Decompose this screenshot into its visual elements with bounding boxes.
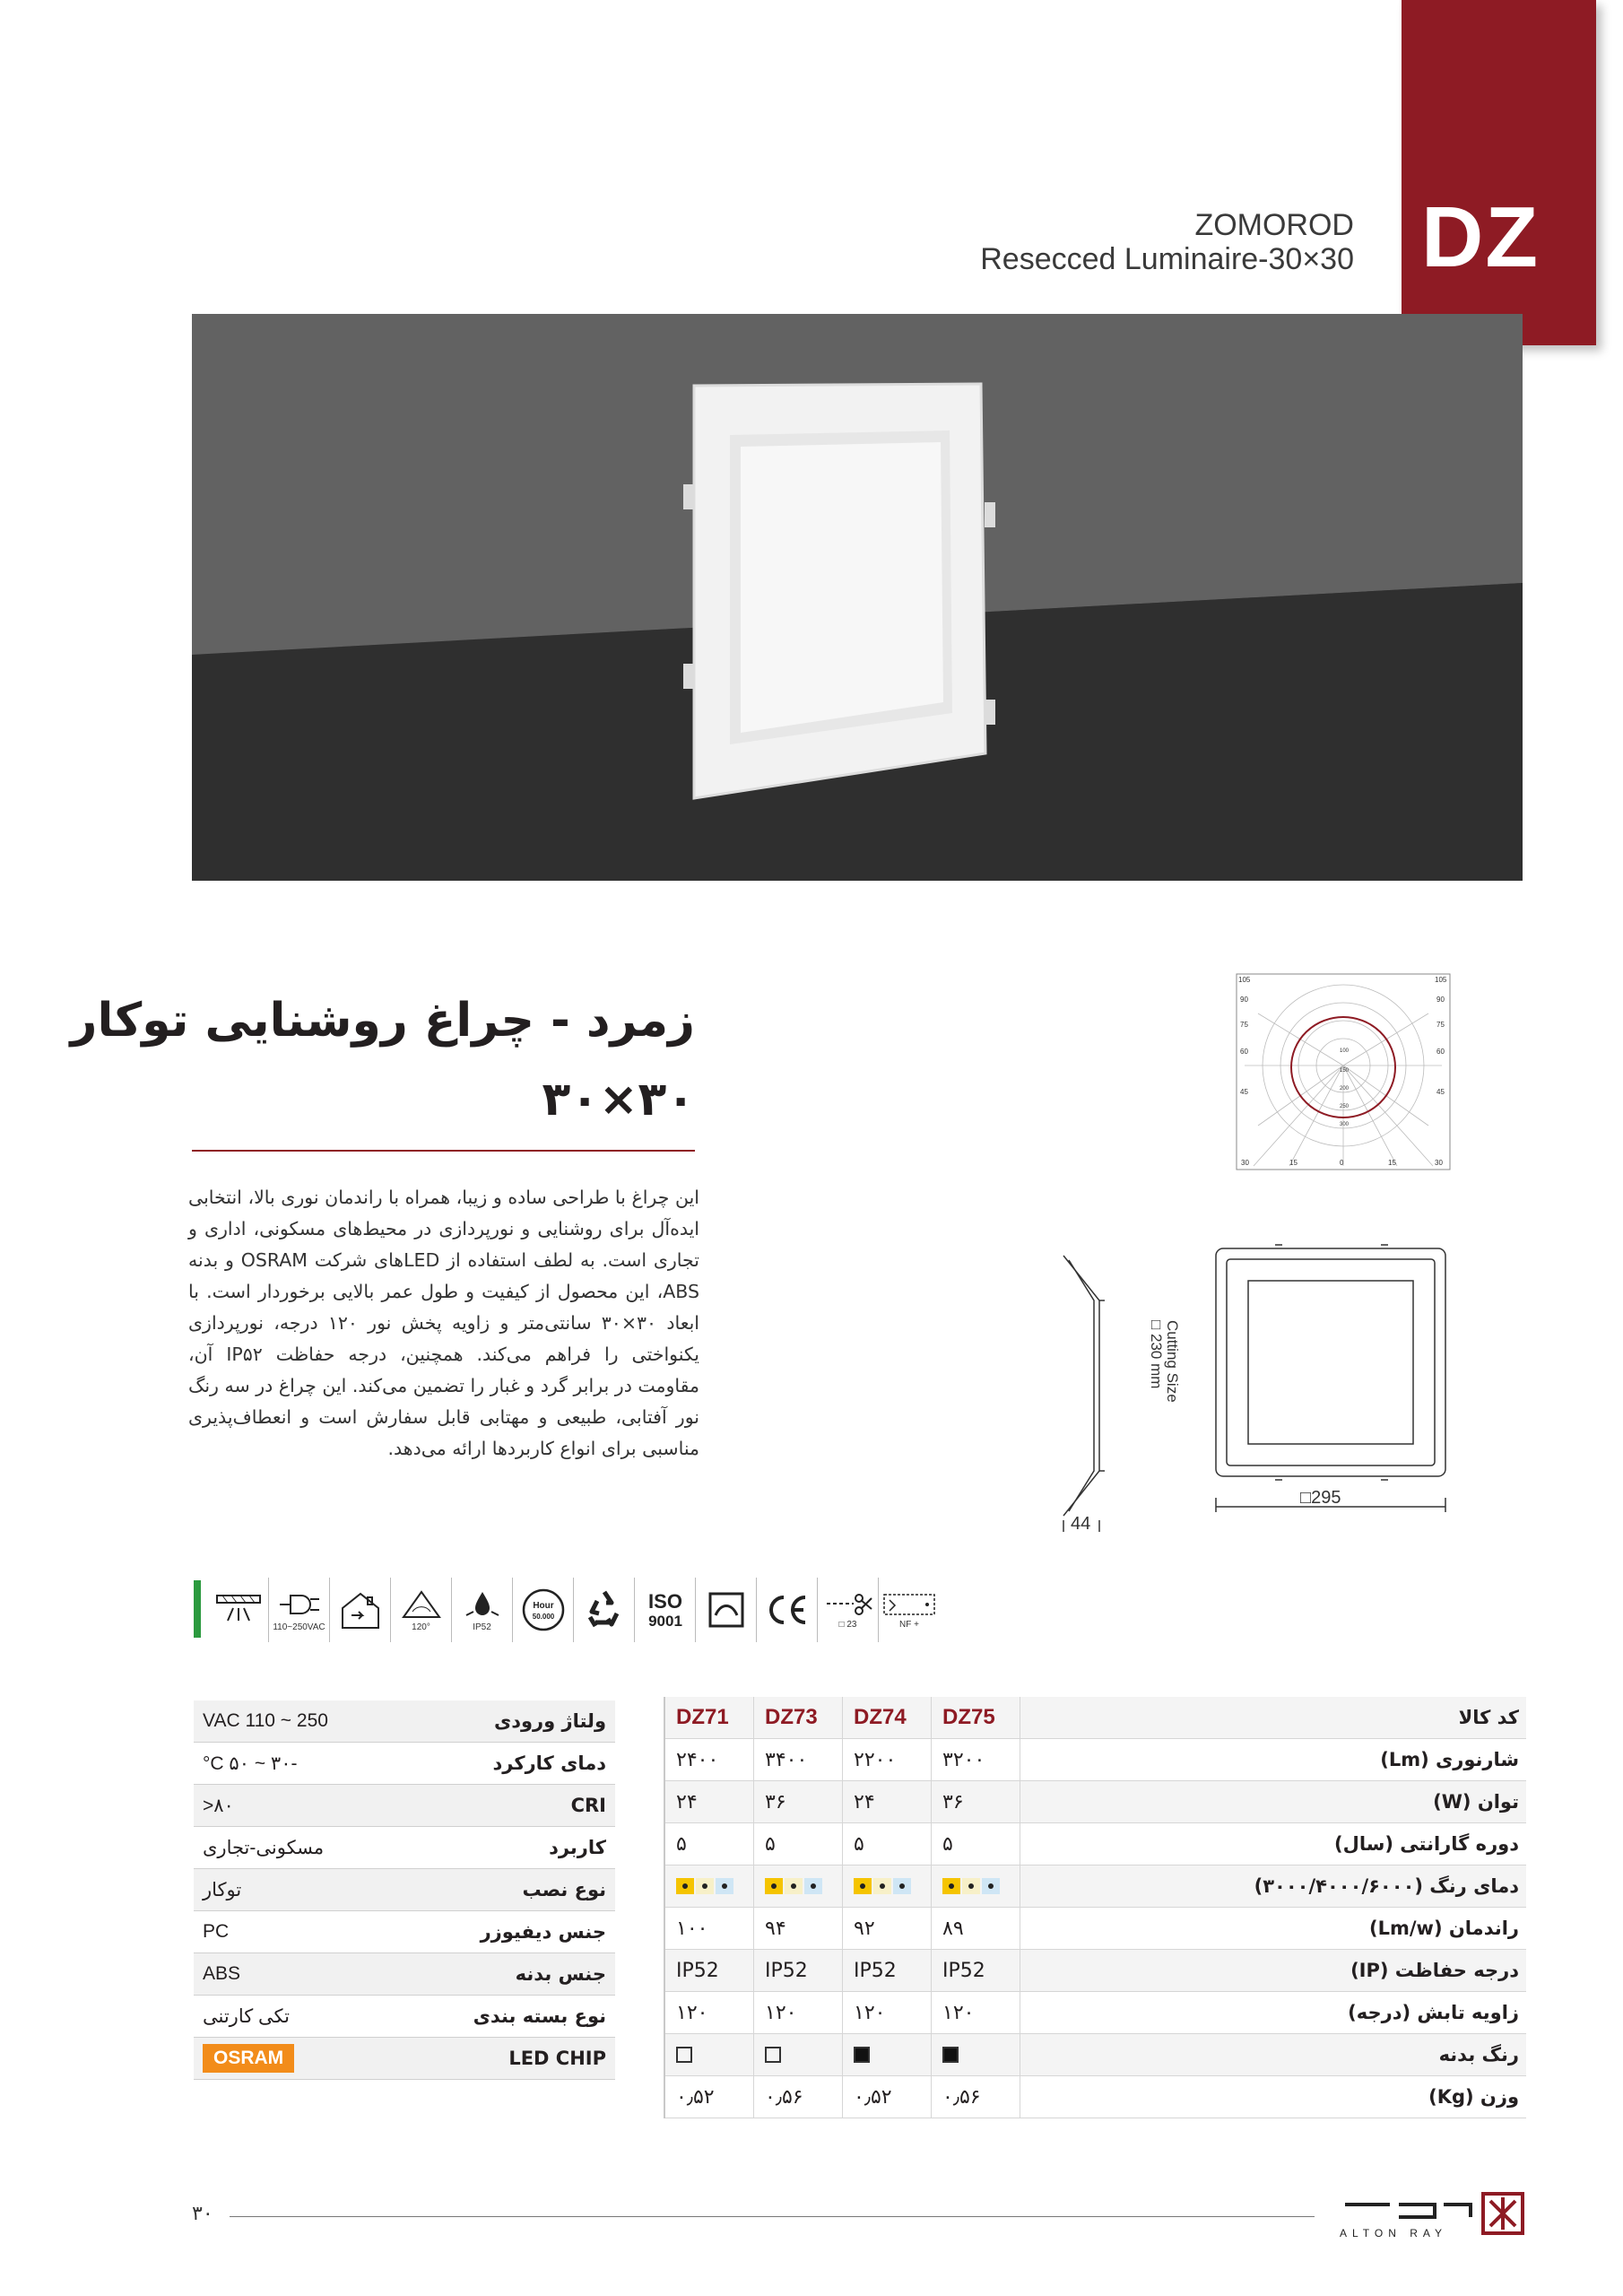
- plug-icon: [269, 1578, 330, 1642]
- table-cell: ۱۰۰: [665, 1908, 754, 1949]
- table-cell: ۰٫۵۲: [843, 2076, 932, 2118]
- spec-key: LED CHIP: [508, 2048, 606, 2069]
- cut-size-text: □ 23: [838, 1619, 857, 1630]
- polar-label: 45: [1436, 1088, 1445, 1096]
- spec-row: [194, 2038, 615, 2080]
- row-label: کد کالا: [1458, 1707, 1519, 1728]
- spec-value: مسکونی-تجاری: [203, 1837, 325, 1858]
- feature-icons: [208, 1574, 940, 1646]
- spec-key: جنس دیفیوزر: [480, 1921, 606, 1943]
- nf-icon: [879, 1578, 940, 1642]
- row-label: رنگ بدنه: [1438, 2044, 1519, 2066]
- table-cell: ۹۲: [843, 1908, 932, 1949]
- color-temperature-swatch: [942, 1878, 960, 1894]
- spec-value: -۳۰ ~ ۵۰ C°: [203, 1752, 298, 1774]
- spec-value: PC: [203, 1921, 230, 1942]
- table-cell: ۵: [932, 1823, 1020, 1865]
- spec-row: [194, 1953, 615, 1996]
- spec-key: کاربرد: [549, 1837, 606, 1858]
- product-type: Resecced Luminaire-30×30: [980, 242, 1354, 276]
- table-cell: ۱۲۰: [932, 1992, 1020, 2033]
- spec-key: جنس بدنه: [515, 1963, 606, 1985]
- spec-row: [194, 1700, 615, 1743]
- cut-size-icon: [818, 1578, 879, 1642]
- polar-label: 75: [1240, 1021, 1248, 1029]
- table-cell: [932, 1866, 1020, 1907]
- table-cell: ۱۲۰: [665, 1992, 754, 2033]
- recycle-icon: [574, 1578, 635, 1642]
- color-temperature-swatch: [785, 1878, 803, 1894]
- color-temperature-swatch: [676, 1878, 694, 1894]
- indoor-house-icon: [330, 1578, 391, 1642]
- model-specs-table: [664, 1697, 1526, 2118]
- table-row: [665, 1908, 1526, 1950]
- table-cell: [932, 2034, 1020, 2075]
- table-cell: ۳۴۰۰: [754, 1739, 843, 1780]
- header-tab: [1402, 0, 1596, 345]
- icon-accent-bar: [194, 1580, 201, 1638]
- table-cell: [754, 2034, 843, 2075]
- page-title: زمرد - چراغ روشنایی توکار: [70, 994, 695, 1048]
- polar-label: 15: [1289, 1159, 1298, 1167]
- spec-row: [194, 1743, 615, 1785]
- spec-key: ولتاژ ورودی: [493, 1710, 606, 1732]
- table-cell: IP52: [665, 1950, 754, 1991]
- ce-mark-icon: [757, 1578, 818, 1642]
- body-color-swatch: [676, 2047, 692, 2063]
- table-cell: ۳۶: [754, 1781, 843, 1822]
- table-cell: [843, 1866, 932, 1907]
- model-code: DZ75: [932, 1697, 1020, 1738]
- cutting-size-label: Cutting Size: [1164, 1320, 1181, 1403]
- table-row: [665, 2034, 1526, 2076]
- color-temperature-swatch: [804, 1878, 822, 1894]
- product-code: DZ: [1421, 189, 1540, 285]
- brand-logo: [1327, 2188, 1526, 2242]
- color-temperature-swatch: [873, 1878, 891, 1894]
- table-cell: ۱۲۰: [754, 1992, 843, 2033]
- row-label: وزن (Kg): [1428, 2086, 1519, 2108]
- lifetime-hours-icon: [513, 1578, 574, 1642]
- beam-angle-text: 120°: [412, 1622, 430, 1632]
- plug-icon-text: 110~250VAC: [273, 1622, 325, 1632]
- polar-label: 90: [1240, 996, 1248, 1004]
- row-label: توان (W): [1433, 1791, 1519, 1813]
- table-cell: IP52: [932, 1950, 1020, 1991]
- color-temperature-swatches: [942, 1878, 1000, 1894]
- polar-label: 0: [1340, 1159, 1344, 1167]
- table-cell: ۳۶: [932, 1781, 1020, 1822]
- table-cell: ۲۴۰۰: [665, 1739, 754, 1780]
- row-label: دمای رنگ (۳۰۰۰/۴۰۰۰/۶۰۰۰): [1254, 1875, 1519, 1897]
- color-temperature-swatch: [696, 1878, 714, 1894]
- table-row: [665, 1739, 1526, 1781]
- color-temperature-swatch: [716, 1878, 733, 1894]
- spec-value: تکی کارتنی: [203, 2005, 291, 2027]
- row-label: شارنوری (Lm): [1380, 1749, 1519, 1770]
- title-divider: [192, 1150, 695, 1152]
- spec-key: دمای کارکرد: [492, 1752, 606, 1774]
- table-cell: ۵: [754, 1823, 843, 1865]
- brand-name: ALTON RAY: [1340, 2227, 1448, 2239]
- spec-row: [194, 1996, 615, 2038]
- spec-row: [194, 1869, 615, 1911]
- model-code: DZ73: [754, 1697, 843, 1738]
- depth-dimension: 44: [1071, 1514, 1091, 1534]
- table-cell: [665, 1866, 754, 1907]
- polar-ring-label: 100: [1340, 1048, 1350, 1054]
- spec-row: [194, 1911, 615, 1953]
- table-row: [665, 1992, 1526, 2034]
- spec-row: [194, 1785, 615, 1827]
- led-chip-brand-badge: OSRAM: [203, 2044, 294, 2073]
- polar-ring-label: 250: [1340, 1104, 1350, 1109]
- polar-light-distribution: [1236, 973, 1451, 1170]
- product-description: این چراغ با طراحی ساده و زیبا، همراه با راندمان نوری بالا، انتخابی ایده‌آل برای روشنایی و نورپردازی در محیط‌های مسکونی، اداری و تجاری است. به لطف استفاده از LEDهای شرکت OSRAM و بدنه ABS، این محصول از کیفیت و طول عمر بالایی برخوردار است. با ابعاد ۳۰×۳۰ سانتی‌متر و زاویه پخش نور ۱۲۰ درجه، نورپردازی یکنواختی را فراهم می‌کند. همچنین، درجه حفاظت IP۵۲ آن، مقاومت در برابر گرد و غبار را تضمین می‌کند. این چراغ در سه رنگ نور آفتابی، طبیعی و مهتابی قابل سفارش است و انعطاف‌پذیری مناسبی برای انواع کاربردها ارائه می‌دهد.: [188, 1187, 699, 1459]
- polar-label: 105: [1238, 976, 1251, 984]
- luminaire-image: [192, 314, 1523, 881]
- polar-label: 30: [1241, 1159, 1249, 1167]
- spec-row: [194, 1827, 615, 1869]
- row-label: راندمان (Lm/w): [1369, 1918, 1519, 1939]
- ip-rating-icon: [452, 1578, 513, 1642]
- color-temperature-swatch: [765, 1878, 783, 1894]
- width-dimension: □295: [1300, 1488, 1341, 1508]
- body-color-swatch: [854, 2047, 870, 2063]
- table-cell: ۱۲۰: [843, 1992, 932, 2033]
- ip-rating-text: IP52: [473, 1622, 491, 1632]
- table-cell: ۵: [665, 1823, 754, 1865]
- footer-divider: [230, 2216, 1315, 2217]
- table-row: [665, 1781, 1526, 1823]
- polar-ring-label: 300: [1340, 1122, 1350, 1127]
- model-code: DZ74: [843, 1697, 932, 1738]
- model-code: DZ71: [665, 1697, 754, 1738]
- color-temperature-swatch: [982, 1878, 1000, 1894]
- spec-value: ۸۰<: [203, 1795, 234, 1816]
- table-cell: ۲۴: [843, 1781, 932, 1822]
- body-color-swatch: [765, 2047, 781, 2063]
- table-row: [665, 1866, 1526, 1908]
- polar-label: 45: [1240, 1088, 1248, 1096]
- table-cell: ۹۴: [754, 1908, 843, 1949]
- table-cell: ۸۹: [932, 1908, 1020, 1949]
- table-row: [665, 1950, 1526, 1992]
- table-cell: IP52: [754, 1950, 843, 1991]
- table-cell: ۲۴: [665, 1781, 754, 1822]
- svg-text:9001: 9001: [647, 1613, 682, 1630]
- color-temperature-swatches: [854, 1878, 911, 1894]
- spec-value: 250 ~ 110 VAC: [203, 1710, 328, 1731]
- table-cell: ۰٫۵۲: [665, 2076, 754, 2118]
- spec-value: ABS: [203, 1963, 241, 1984]
- table-cell: ۰٫۵۶: [754, 2076, 843, 2118]
- color-temperature-swatches: [765, 1878, 822, 1894]
- color-temperature-swatch: [962, 1878, 980, 1894]
- polar-label: 105: [1435, 976, 1447, 984]
- standard-icon: [696, 1578, 757, 1642]
- row-label: دوره گارانتی (سال): [1334, 1833, 1519, 1855]
- spec-value: توکار: [203, 1879, 242, 1900]
- polar-label: 90: [1436, 996, 1445, 1004]
- polar-label: 60: [1436, 1048, 1445, 1056]
- svg-text:50.000: 50.000: [532, 1613, 554, 1621]
- svg-text:ISO: ISO: [647, 1590, 682, 1613]
- polar-label: 75: [1436, 1021, 1445, 1029]
- table-cell: ۳۲۰۰: [932, 1739, 1020, 1780]
- spec-key: CRI: [570, 1795, 606, 1816]
- polar-label: 60: [1240, 1048, 1248, 1056]
- general-specs-table: [194, 1700, 615, 2080]
- table-row: [665, 2076, 1526, 2118]
- page-title-size: ۳۰×۳۰: [542, 1073, 695, 1126]
- table-header-row: [665, 1697, 1526, 1739]
- color-temperature-swatch: [854, 1878, 872, 1894]
- polar-ring-label: 200: [1340, 1086, 1350, 1091]
- page-number: ۳۰: [192, 2203, 213, 2225]
- product-photo: [192, 314, 1523, 881]
- row-label: درجه حفاظت (IP): [1350, 1960, 1519, 1981]
- svg-text:Hour: Hour: [532, 1601, 554, 1611]
- spec-key: نوع نصب: [522, 1879, 606, 1900]
- table-cell: ۲۲۰۰: [843, 1739, 932, 1780]
- beam-angle-icon: [391, 1578, 452, 1642]
- ceiling-mount-icon: [208, 1578, 269, 1642]
- polar-ring-label: 150: [1340, 1068, 1350, 1074]
- dimension-drawing: [1058, 1238, 1453, 1534]
- spec-key: نوع بسته بندی: [473, 2005, 606, 2027]
- color-temperature-swatches: [676, 1878, 733, 1894]
- polar-label: 15: [1388, 1159, 1396, 1167]
- color-temperature-swatch: [893, 1878, 911, 1894]
- polar-label: 30: [1435, 1159, 1443, 1167]
- cutting-size-value: □ 230 mm: [1148, 1320, 1165, 1389]
- iso-icon: [635, 1578, 696, 1642]
- table-cell: ۰٫۵۶: [932, 2076, 1020, 2118]
- product-name: ZOMOROD: [1194, 208, 1354, 242]
- nf-icon-text: NF +: [899, 1619, 919, 1630]
- table-cell: ۵: [843, 1823, 932, 1865]
- table-row: [665, 1823, 1526, 1866]
- row-label: زاویه تابش (درجه): [1348, 2002, 1519, 2023]
- table-cell: [754, 1866, 843, 1907]
- table-cell: [843, 2034, 932, 2075]
- table-cell: [665, 2034, 754, 2075]
- table-cell: IP52: [843, 1950, 932, 1991]
- body-color-swatch: [942, 2047, 959, 2063]
